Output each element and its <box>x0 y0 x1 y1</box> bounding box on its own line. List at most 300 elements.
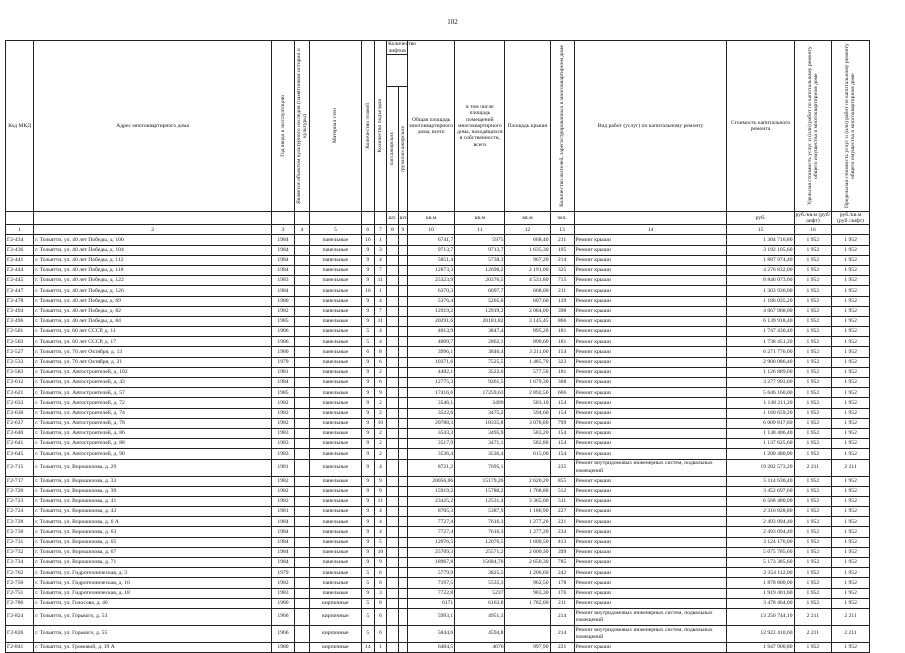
cell-lifts-freight <box>398 408 407 418</box>
cell-year-built: 1985 <box>271 316 294 326</box>
cell-residents: 214 <box>550 255 574 265</box>
cell-floors: 9 <box>362 408 375 418</box>
cell-unit-cost: 1 952 <box>794 245 832 255</box>
cell-lifts-passenger <box>387 608 399 625</box>
cell-work-type: Ремонт крыши <box>574 598 727 608</box>
cell-walls: панельные <box>309 388 361 398</box>
cell-entrances: 2 <box>374 428 387 438</box>
cell-address: г. Тольятти, ул. Автостроителей, д. 86 <box>34 428 272 438</box>
cell-lifts-freight <box>398 558 407 568</box>
cell-residents: 214 <box>550 608 574 625</box>
cell-entrances: 11 <box>374 316 387 326</box>
cell-work-type: Ремонт крыши <box>574 547 727 557</box>
cell-lifts-passenger <box>387 578 399 588</box>
cell-total-area: 5993,1 <box>408 608 455 625</box>
cell-floors: 5 <box>362 598 375 608</box>
cell-lifts-freight <box>398 286 407 296</box>
cell-residents: 181 <box>550 367 574 377</box>
cell-floors: 9 <box>362 357 375 367</box>
cell-total-area: 4009,7 <box>408 337 455 347</box>
cell-unit-cost: 1 952 <box>794 255 832 265</box>
cell-entrances: 4 <box>374 327 387 337</box>
table-row <box>6 527 870 537</box>
cell-walls: панельные <box>309 547 361 557</box>
table-row <box>6 245 870 255</box>
cell-residents: 154 <box>550 347 574 357</box>
cell-lifts-passenger <box>387 517 399 527</box>
cell-address: г. Тольятти, ул. 70 лет Октября, д. 21 <box>34 357 272 367</box>
cell-walls: панельные <box>309 255 361 265</box>
cell-unit-cost: 2 211 <box>794 459 832 476</box>
cell-roof-area: 668,00 <box>505 286 550 296</box>
cell-roof-area: 582,80 <box>505 439 550 449</box>
cell-lifts-passenger <box>387 588 399 598</box>
cell-mkd-code: Г2-841 <box>6 642 34 652</box>
cell-lifts-passenger <box>387 408 399 418</box>
cell-walls: панельные <box>309 296 361 306</box>
cell-heritage <box>295 625 310 642</box>
cell-lifts-freight <box>398 598 407 608</box>
header-code: Код МКД <box>6 41 34 212</box>
cell-year-built: 1986 <box>271 337 294 347</box>
cell-heritage <box>295 547 310 557</box>
cell-year-built: 1980 <box>271 642 294 652</box>
cell-unit-cost: 1 952 <box>794 496 832 506</box>
cell-entrances: 2 <box>374 398 387 408</box>
cell-work-type: Ремонт крыши <box>574 367 727 377</box>
cell-floors: 9 <box>362 449 375 459</box>
header-cost: Стоимость капитального ремонта <box>727 41 794 212</box>
cell-total-area: 8721,2 <box>408 459 455 476</box>
cell-unit-cost: 1 952 <box>794 507 832 517</box>
cell-floors: 9 <box>362 588 375 598</box>
cell-residential-area: 12698,2 <box>455 265 505 275</box>
cell-lifts-freight <box>398 625 407 642</box>
cell-address: г. Тольятти, ул. 40 лет Победы, д. 112 <box>34 255 272 265</box>
cell-residential-area: 5738,3 <box>455 255 505 265</box>
cell-mkd-code: Г2-720 <box>6 486 34 496</box>
cell-lifts-freight <box>398 255 407 265</box>
cell-unit-cost: 1 952 <box>794 327 832 337</box>
cell-mkd-code: Г2-501 <box>6 327 34 337</box>
cell-floors: 16 <box>362 235 375 245</box>
cell-lifts-freight <box>398 418 407 428</box>
cell-lifts-freight <box>398 568 407 578</box>
cell-cost: 1 186 035,20 <box>727 296 794 306</box>
cell-floors: 9 <box>362 507 375 517</box>
cell-cost: 8 846 073,60 <box>727 276 794 286</box>
header-roof-area: Площадь крыши <box>505 41 550 212</box>
cell-entrances: 11 <box>374 276 387 286</box>
cell-residents: 214 <box>550 625 574 642</box>
cell-walls: кирпичные <box>309 608 361 625</box>
cell-year-built: 1982 <box>271 476 294 486</box>
cell-residential-area: 6097,7 <box>455 286 505 296</box>
cell-roof-area: 583,20 <box>505 428 550 438</box>
cell-lifts-passenger <box>387 306 399 316</box>
cell-floors: 5 <box>362 337 375 347</box>
cell-mkd-code: Г2-478 <box>6 296 34 306</box>
cell-lifts-freight <box>398 578 407 588</box>
cell-entrances: 6 <box>374 568 387 578</box>
cell-year-built: 1982 <box>271 398 294 408</box>
capital-repair-table <box>5 40 870 653</box>
unit-roof-area: кв.м <box>505 212 550 225</box>
column-number: 9 <box>398 225 407 235</box>
cell-unit-cost: 1 952 <box>794 642 832 652</box>
cell-mkd-code: Г2-728 <box>6 517 34 527</box>
header-heritage: Является объектом культурного наследия (памятником истории и культуры) <box>296 48 309 204</box>
cell-work-type: Ремонт крыши <box>574 408 727 418</box>
cell-lifts-freight <box>398 367 407 377</box>
cell-address: г. Тольятти, ул. 60 лет СССР, д. 17 <box>34 337 272 347</box>
cell-residential-area: 3536,4 <box>455 449 505 459</box>
cell-walls: кирпичные <box>309 625 361 642</box>
cell-lifts-passenger <box>387 286 399 296</box>
cell-lifts-passenger <box>387 276 399 286</box>
page-number: 102 <box>447 18 458 26</box>
cell-walls: панельные <box>309 496 361 506</box>
cell-cost: 1 126 889,60 <box>727 367 794 377</box>
cell-roof-area: 1 277,20 <box>505 517 550 527</box>
cell-residential-area: 5237 <box>455 588 505 598</box>
cell-residential-area: 3847,4 <box>455 327 505 337</box>
cell-total-area: 20291,6 <box>408 316 455 326</box>
cell-walls: панельные <box>309 347 361 357</box>
column-number: 4 <box>295 225 310 235</box>
cell-heritage <box>295 459 310 476</box>
cell-total-area: 20056,06 <box>408 476 455 486</box>
cell-cost: 1 738 451,20 <box>727 337 794 347</box>
cell-mkd-code: Г2-762 <box>6 568 34 578</box>
cell-residents: 221 <box>550 517 574 527</box>
cell-year-built: 1982 <box>271 408 294 418</box>
cell-total-area: 9713,7 <box>408 245 455 255</box>
cell-cost: 1 947 900,80 <box>727 642 794 652</box>
cell-max-cost: 1 952 <box>832 558 870 568</box>
cell-max-cost: 1 952 <box>832 588 870 598</box>
cell-mkd-code: Г2-786 <box>6 598 34 608</box>
cell-year-built: 1984 <box>271 527 294 537</box>
cell-mkd-code: Г2-503 <box>6 337 34 347</box>
cell-lifts-passenger <box>387 476 399 486</box>
cell-unit-cost: 1 952 <box>794 428 832 438</box>
unit-residential-area: кв.м <box>455 212 505 225</box>
cell-residents: 323 <box>550 357 574 367</box>
cell-walls: панельные <box>309 337 361 347</box>
cell-residential-area: 5387,9 <box>455 507 505 517</box>
cell-year-built: 1984 <box>271 235 294 245</box>
cell-cost: 1 200 480,00 <box>727 449 794 459</box>
cell-roof-area: 3 211,00 <box>505 347 550 357</box>
cell-address: г. Тольятти, ул. Автостроителей, д. 72 <box>34 398 272 408</box>
cell-mkd-code: Г2-444 <box>6 265 34 275</box>
unit-cost: руб. <box>727 212 794 225</box>
cell-lifts-passenger <box>387 337 399 347</box>
cell-unit-cost: 1 952 <box>794 306 832 316</box>
cell-mkd-code: Г2-717 <box>6 476 34 486</box>
cell-mkd-code: Г2-441 <box>6 255 34 265</box>
cell-work-type: Ремонт крыши <box>574 378 727 388</box>
cell-cost: 5 075 785,60 <box>727 547 794 557</box>
cell-total-area: 3517,9 <box>408 439 455 449</box>
cell-year-built: 1984 <box>271 255 294 265</box>
cell-unit-cost: 1 952 <box>794 588 832 598</box>
header-residential-area: в том числе площадь помещений многоквартирного дома, находящихся в собственности, всего <box>455 41 505 212</box>
cell-year-built: 1985 <box>271 388 294 398</box>
cell-max-cost: 1 952 <box>832 418 870 428</box>
cell-heritage <box>295 337 310 347</box>
cell-total-area: 4482,1 <box>408 367 455 377</box>
cell-work-type: Ремонт крыши <box>574 327 727 337</box>
cell-max-cost: 1 952 <box>832 486 870 496</box>
header-entrances: Количество подъездов <box>377 99 384 153</box>
cell-heritage <box>295 296 310 306</box>
table-row <box>6 496 870 506</box>
cell-floors: 9 <box>362 439 375 449</box>
cell-total-area: 6370,3 <box>408 286 455 296</box>
cell-roof-area: 2 650,30 <box>505 558 550 568</box>
cell-roof-area: 3 365,00 <box>505 496 550 506</box>
cell-roof-area: 1 485,70 <box>505 357 550 367</box>
cell-roof-area: 1 768,80 <box>505 486 550 496</box>
cell-year-built: 1983 <box>271 276 294 286</box>
table-row <box>6 625 870 642</box>
cell-heritage <box>295 527 310 537</box>
cell-roof-area: 594,60 <box>505 408 550 418</box>
table-row <box>6 598 870 608</box>
cell-lifts-passenger <box>387 547 399 557</box>
cell-roof-area: 4 531,80 <box>505 276 550 286</box>
cell-work-type: Ремонт крыши <box>574 527 727 537</box>
cell-max-cost: 1 952 <box>832 347 870 357</box>
cell-year-built: 1982 <box>271 306 294 316</box>
header-lifts-freight: грузопассажирских <box>399 125 406 173</box>
cell-cost: 19 282 573,20 <box>727 459 794 476</box>
cell-total-area: 10371,6 <box>408 357 455 367</box>
header-address: Адрес многоквартирного дома <box>34 41 272 212</box>
cell-year-built: 1984 <box>271 378 294 388</box>
cell-lifts-passenger <box>387 449 399 459</box>
cell-lifts-passenger <box>387 486 399 496</box>
unit-residents: чел. <box>550 212 574 225</box>
cell-walls: панельные <box>309 578 361 588</box>
cell-mkd-code: Г2-636 <box>6 408 34 418</box>
cell-entrances: 1 <box>374 235 387 245</box>
cell-residential-area: 3495,9 <box>455 428 505 438</box>
cell-lifts-passenger <box>387 642 399 652</box>
cell-lifts-freight <box>398 547 407 557</box>
cell-address: г. Тольятти, ул. Автостроителей, д. 43 <box>34 378 272 388</box>
cell-address: г. Тольятти, ул. Автостроителей, д. 90 <box>34 449 272 459</box>
cell-floors: 9 <box>362 316 375 326</box>
cell-residents: 181 <box>550 327 574 337</box>
cell-total-area: 3536,4 <box>408 449 455 459</box>
cell-residential-area: 5975 <box>455 235 505 245</box>
cell-entrances: 2 <box>374 367 387 377</box>
cell-floors: 5 <box>362 625 375 642</box>
cell-cost: 3 192 105,60 <box>727 245 794 255</box>
cell-max-cost: 2 211 <box>832 459 870 476</box>
cell-unit-cost: 1 952 <box>794 476 832 486</box>
cell-cost: 5 646 160,00 <box>727 388 794 398</box>
cell-address: г. Тольятти, ул. 40 лет Победы, д. 84 <box>34 316 272 326</box>
cell-address: г. Тольятти, ул. 40 лет Победы, д. 69 <box>34 296 272 306</box>
cell-lifts-passenger <box>387 296 399 306</box>
cell-unit-cost: 2 211 <box>794 608 832 625</box>
cell-total-area: 7727,4 <box>408 527 455 537</box>
cell-residential-area: 5265,6 <box>455 296 505 306</box>
cell-residential-area: 6163,8 <box>455 598 505 608</box>
table-row <box>6 568 870 578</box>
cell-year-built: 1986 <box>271 327 294 337</box>
cell-residents: 242 <box>550 568 574 578</box>
cell-mkd-code: Г2-633 <box>6 398 34 408</box>
cell-walls: панельные <box>309 428 361 438</box>
cell-roof-area: 2 191,00 <box>505 265 550 275</box>
cell-roof-area: 1 782,00 <box>505 598 550 608</box>
table-row <box>6 642 870 652</box>
cell-lifts-passenger <box>387 418 399 428</box>
cell-unit-cost: 1 952 <box>794 388 832 398</box>
cell-total-area: 7197,5 <box>408 578 455 588</box>
cell-entrances: 7 <box>374 265 387 275</box>
cell-roof-area <box>505 625 550 642</box>
cell-residents: 235 <box>550 459 574 476</box>
cell-roof-area: 1 600,50 <box>505 537 550 547</box>
cell-unit-cost: 1 952 <box>794 517 832 527</box>
table-row <box>6 517 870 527</box>
header-total-area: Общая площадь многоквартирного дома, всего <box>408 41 455 212</box>
cell-max-cost: 1 952 <box>832 388 870 398</box>
cell-total-area: 12873,3 <box>408 265 455 275</box>
cell-work-type: Ремонт крыши <box>574 255 727 265</box>
cell-residents: 399 <box>550 547 574 557</box>
cell-unit-cost: 1 952 <box>794 486 832 496</box>
column-number: 2 <box>34 225 272 235</box>
cell-residential-area: 15179,26 <box>455 476 505 486</box>
cell-max-cost: 1 952 <box>832 642 870 652</box>
cell-entrances: 6 <box>374 357 387 367</box>
cell-mkd-code: Г2-724 <box>6 507 34 517</box>
cell-unit-cost: 1 952 <box>794 418 832 428</box>
cell-year-built: 1979 <box>271 568 294 578</box>
cell-work-type: Ремонт внутридомовых инженерных систем, подвальных помещений <box>574 459 727 476</box>
header-lifts-passenger: пассажирских <box>389 132 396 166</box>
cell-residential-area: 7525,5 <box>455 357 505 367</box>
cell-floors: 16 <box>362 286 375 296</box>
cell-max-cost: 1 952 <box>832 428 870 438</box>
cell-roof-area: 2 600,30 <box>505 547 550 557</box>
cell-max-cost: 1 952 <box>832 316 870 326</box>
cell-address: г. Тольятти, ул. Ворошилова, д. 67 <box>34 547 272 557</box>
cell-cost: 5 114 630,40 <box>727 476 794 486</box>
table-row <box>6 286 870 296</box>
cell-max-cost: 1 952 <box>832 568 870 578</box>
cell-total-area: 3996,1 <box>408 347 455 357</box>
cell-residential-area: 5535,3 <box>455 578 505 588</box>
column-number: 3 <box>271 225 294 235</box>
cell-mkd-code: Г2-445 <box>6 276 34 286</box>
cell-floors: 9 <box>362 486 375 496</box>
cell-lifts-freight <box>398 296 407 306</box>
table-row <box>6 316 870 326</box>
cell-residential-area: 3825,5 <box>455 568 505 578</box>
cell-lifts-freight <box>398 459 407 476</box>
cell-max-cost: 1 952 <box>832 517 870 527</box>
cell-roof-area: 997,90 <box>505 642 550 652</box>
cell-max-cost: 1 952 <box>832 235 870 245</box>
cell-max-cost: 1 952 <box>832 496 870 506</box>
cell-unit-cost: 1 952 <box>794 367 832 377</box>
cell-entrances: 4 <box>374 507 387 517</box>
cell-address: г. Тольятти, ул. 40 лет Победы, д. 118 <box>34 265 272 275</box>
header-walls: Материал стен <box>332 108 339 144</box>
cell-work-type: Ремонт крыши <box>574 507 727 517</box>
cell-residents: 799 <box>550 418 574 428</box>
column-number: 12 <box>505 225 550 235</box>
cell-residential-area: 2862,1 <box>455 337 505 347</box>
cell-max-cost: 1 952 <box>832 357 870 367</box>
cell-unit-cost: 1 952 <box>794 235 832 245</box>
cell-cost: 6 139 918,40 <box>727 316 794 326</box>
cell-roof-area: 3 145,45 <box>505 316 550 326</box>
cell-unit-cost: 1 952 <box>794 547 832 557</box>
cell-walls: панельные <box>309 568 361 578</box>
cell-work-type: Ремонт крыши <box>574 476 727 486</box>
cell-max-cost: 1 952 <box>832 255 870 265</box>
cell-cost: 13 250 744,10 <box>727 608 794 625</box>
cell-entrances: 6 <box>374 578 387 588</box>
cell-heritage <box>295 507 310 517</box>
cell-mkd-code: Г2-730 <box>6 527 34 537</box>
cell-roof-area: 2 084,00 <box>505 306 550 316</box>
cell-cost: 6 568 480,00 <box>727 496 794 506</box>
cell-total-area: 15919,2 <box>408 486 455 496</box>
cell-heritage <box>295 608 310 625</box>
cell-max-cost: 1 952 <box>832 245 870 255</box>
cell-lifts-freight <box>398 527 407 537</box>
cell-work-type: Ремонт крыши <box>574 357 727 367</box>
cell-address: г. Тольятти, ул. 40 лет Победы, д. 100 <box>34 235 272 245</box>
cell-floors: 9 <box>362 558 375 568</box>
cell-lifts-passenger <box>387 558 399 568</box>
cell-entrances: 10 <box>374 547 387 557</box>
cell-mkd-code: Г2-645 <box>6 449 34 459</box>
table-row <box>6 408 870 418</box>
cell-cost: 2 354 112,00 <box>727 568 794 578</box>
cell-work-type: Ремонт крыши <box>574 496 727 506</box>
cell-residential-area: 4676 <box>455 642 505 652</box>
cell-heritage <box>295 235 310 245</box>
cell-walls: панельные <box>309 527 361 537</box>
cell-heritage <box>295 486 310 496</box>
cell-year-built: 1980 <box>271 598 294 608</box>
cell-max-cost: 2 211 <box>832 608 870 625</box>
cell-max-cost: 1 952 <box>832 337 870 347</box>
cell-heritage <box>295 367 310 377</box>
cell-lifts-freight <box>398 276 407 286</box>
cell-unit-cost: 1 952 <box>794 276 832 286</box>
table-row <box>6 558 870 568</box>
cell-lifts-freight <box>398 476 407 486</box>
cell-lifts-freight <box>398 507 407 517</box>
cell-max-cost: 1 952 <box>832 408 870 418</box>
cell-heritage <box>295 357 310 367</box>
cell-floors: 9 <box>362 459 375 476</box>
cell-mkd-code: Г2-734 <box>6 558 34 568</box>
cell-residential-area: 12076,5 <box>455 537 505 547</box>
